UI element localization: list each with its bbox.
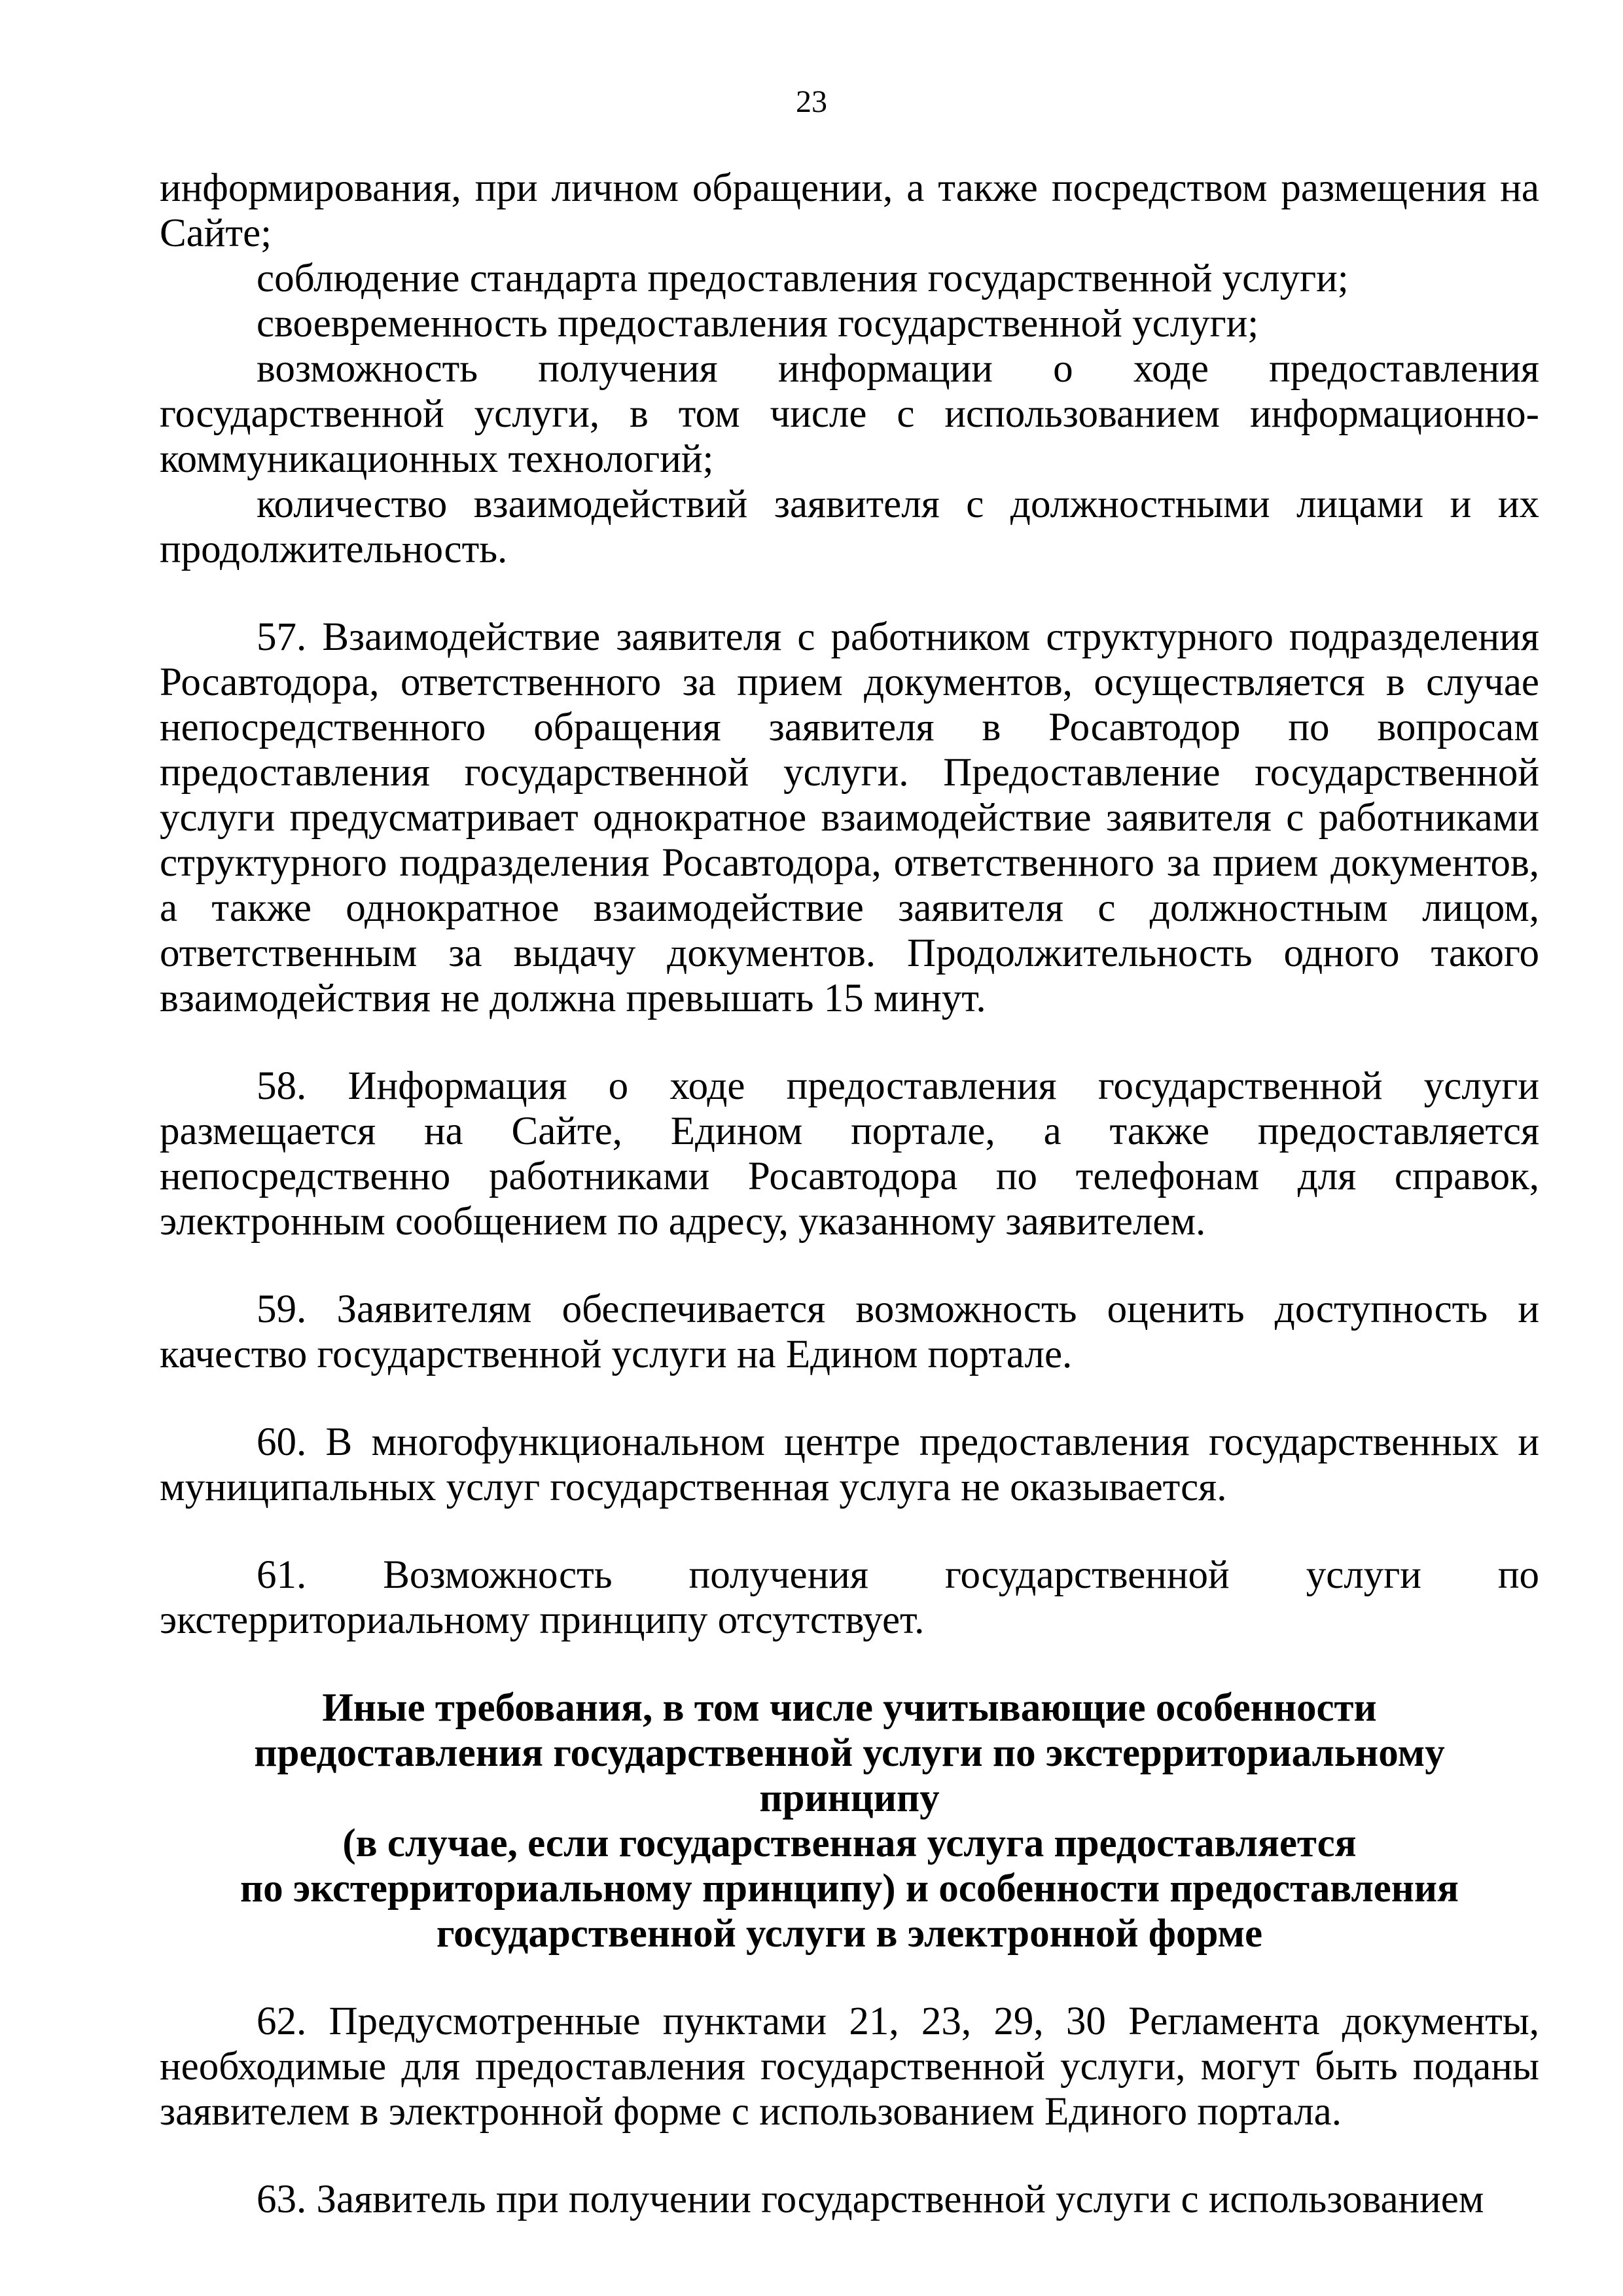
paragraph-gap xyxy=(160,1377,1539,1420)
paragraph-57: 57. Взаимодействие заявителя с работником структурного подразделения Росавтодора, ответственного за прием документов, осуществляется в случае непосредственного обращения заявителя в Росавтодор по вопросам предоставления государственной услуги. Предоставление государственной услуги предусматривает однократное взаимодействие заявителя с работниками структурного подразделения Росавтодора, ответственного за прием документов, а также однократное взаимодействие заявителя с должностным лицом, ответственным за выдачу документов. Продолжительность одного такого взаимодействия не должна превышать 15 минут. xyxy=(160,615,1539,1020)
section-heading-line: по экстерриториальному принципу) и особенности предоставления xyxy=(240,1867,1459,1910)
section-heading-line: предоставления государственной услуги по экстерриториальному принципу xyxy=(254,1731,1445,1820)
paragraph-62: 62. Предусмотренные пунктами 21, 23, 29, 30 Регламента документы, необходимые для предоставления государственной услуги, могут быть поданы заявителем в электронной форме с использованием Единого портала. xyxy=(160,2000,1539,2134)
paragraph-gap xyxy=(160,1956,1539,1999)
paragraph-58: 58. Информация о ходе предоставления государственной услуги размещается на Сайте, Едином портале, а также предоставляется непосредственно работниками Росавтодора по телефонам для справок, электронным сообщением по адресу, указанному заявителем. xyxy=(160,1064,1539,1244)
section-heading-line: государственной услуги в электронной форме xyxy=(436,1912,1263,1956)
paragraph-gap xyxy=(160,1510,1539,1552)
paragraph-gap xyxy=(160,1244,1539,1287)
page-number: 23 xyxy=(796,84,827,119)
section-heading-line: Иные требования, в том числе учитывающие особенности xyxy=(322,1686,1377,1730)
paragraph-gap xyxy=(160,572,1539,615)
section-heading-line: (в случае, если государственная услуга предоставляется xyxy=(342,1821,1357,1865)
paragraph-gap xyxy=(160,2134,1539,2177)
intro-item-timeliness: своевременность предоставления государственной услуги; xyxy=(257,302,1259,346)
paragraph-59: 59. Заявителям обеспечивается возможность оценить доступность и качество государственной услуги на Едином портале. xyxy=(160,1287,1539,1376)
paragraph-gap xyxy=(160,1643,1539,1685)
intro-continuation: информирования, при личном обращении, а также посредством размещения на Сайте; xyxy=(160,166,1539,255)
intro-item-standard: соблюдение стандарта предоставления государственной услуги; xyxy=(257,257,1349,300)
intro-item-progress-info: возможность получения информации о ходе предоставления государственной услуги, в том числе с использованием информационно-коммуникационных технологий; xyxy=(160,347,1539,481)
section-heading xyxy=(160,1685,1539,1956)
paragraph-60: 60. В многофункциональном центре предоставления государственных и муниципальных услуг государственная услуга не оказывается. xyxy=(160,1420,1539,1509)
paragraph-61: 61. Возможность получения государственной услуги по экстерриториальному принципу отсутствует. xyxy=(160,1553,1539,1642)
document-body xyxy=(160,166,1539,2222)
intro-item-interactions: количество взаимодействий заявителя с должностными лицами и их продолжительность. xyxy=(160,482,1539,571)
paragraph-63: 63. Заявитель при получении государственной услуги с использованием xyxy=(257,2178,1484,2221)
paragraph-gap xyxy=(160,1021,1539,1064)
